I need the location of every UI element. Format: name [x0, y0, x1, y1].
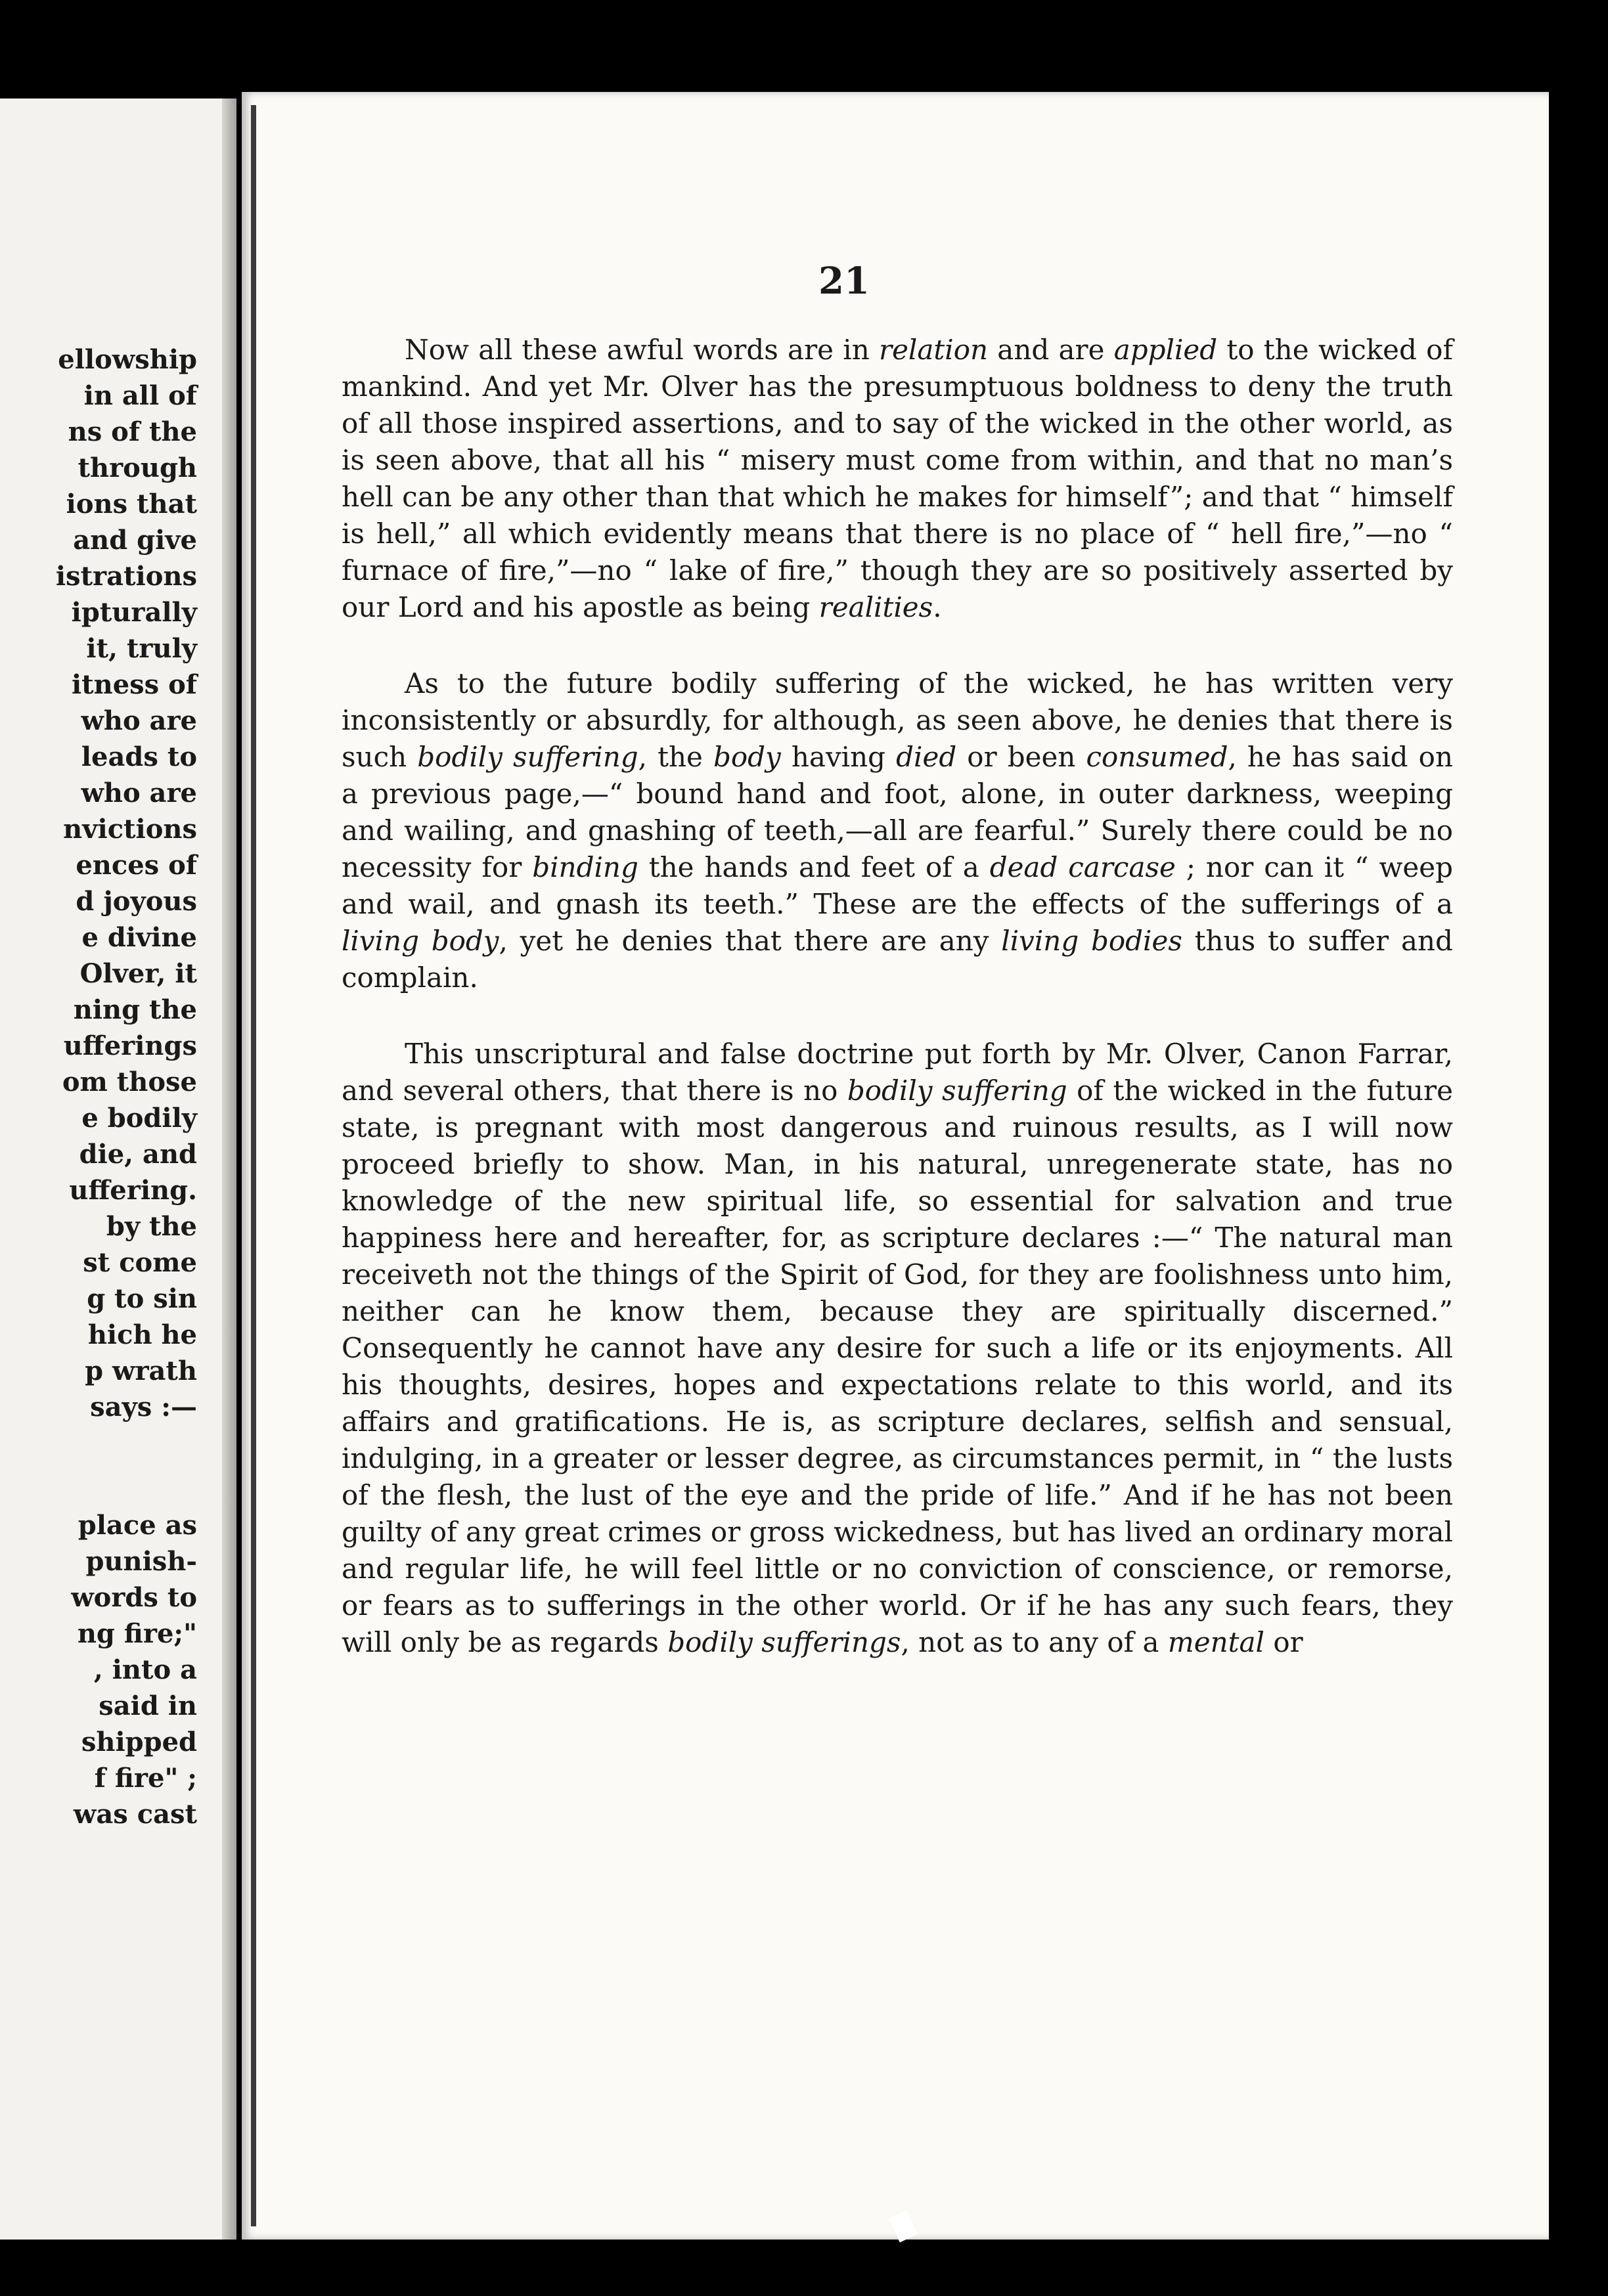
page-body	[342, 332, 1453, 1661]
paragraph-1: Now all these awful words are in relation and are applied to the wicked of mankind. And yet Mr. Olver has the presumptuous boldness to deny the truth of all those inspired assertions, and to say of the wicked in the other world, as is seen above, that all his “ misery must come from within, and that no man’s hell can be any other than that which he makes for himself”; and that “ himself is hell,” all which evidently means that there is no place of “ hell fire,”—no “ furnace of fire,”—no “ lake of fire,” though they are so positively asserted by our Lord and his apostle as being realities.	[342, 334, 1453, 623]
left-line: it, truly	[86, 633, 197, 664]
left-line: leads to	[81, 741, 197, 772]
left-line: said in	[99, 1690, 197, 1721]
left-line: ns of the	[68, 416, 197, 447]
left-page	[0, 99, 236, 2240]
left-line: om those	[62, 1067, 197, 1097]
left-line: in all of	[83, 380, 197, 411]
left-line: ng fire;"	[77, 1618, 197, 1649]
left-line: d joyous	[76, 886, 197, 917]
left-line: p wrath	[85, 1356, 197, 1386]
right-page	[242, 92, 1549, 2240]
left-line: punish-	[85, 1546, 197, 1577]
page-gutter-shadow	[222, 99, 236, 2240]
left-line: uffering.	[69, 1175, 197, 1206]
left-line: was cast	[73, 1799, 197, 1830]
left-line: says :—	[90, 1392, 197, 1423]
left-line: ences of	[76, 850, 197, 881]
left-line: ions that	[66, 489, 197, 519]
paragraph-2: As to the future bodily suffering of the wicked, he has written very inconsistently or absurdly, for although, as seen above, he denies that there is such bodily suffering, the body having died or been consumed, he has said on a previous page,—“ bound hand and foot, alone, in outer darkness, weeping and wailing, and gnashing of teeth,—all are fearful.” Surely there could be no necessity for binding the hands and feet of a dead carcase ; nor can it “ weep and wail, and gnash its teeth.” These are the effects of the sufferings of a living body, yet he denies that there are any living bodies thus to suffer and complain.	[342, 667, 1453, 994]
left-line: hich he	[87, 1319, 197, 1350]
left-line: nvictions	[63, 814, 197, 845]
left-line: shipped	[81, 1727, 197, 1757]
page-number: 21	[818, 259, 870, 303]
left-line: place as	[78, 1510, 197, 1541]
paragraph-3: This unscriptural and false doctrine put forth by Mr. Olver, Canon Farrar, and several others, that there is no bodily suffering of the wicked in the future state, is pregnant with most dangerous and ruinous results, as I will now proceed briefly to show. Man, in his natural, unregenerate state, has no knowledge of the new spiritual life, so essential for salvation and true happiness here and hereafter, for, as scripture declares :—“ The natural man receiveth not the things of the Spirit of God, for they are foolishness unto him, neither can he know them, because they are spiritually discerned.” Consequently he cannot have any desire for such a life or its enjoyments. All his thoughts, desires, hopes and expectations relate to this world, and its affairs and gratifications. He is, as scripture declares, selfish and sensual, indulging, in a greater or lesser degree, as circumstances permit, in “ the lusts of the flesh, the lust of the eye and the pride of life.” And if he has not been guilty of any great crimes or gross wickedness, but has lived an ordinary moral and regular life, he will feel little or no conviction of conscience, or remorse, or fears as to sufferings in the other world. Or if he has any such fears, they will only be as regards bodily sufferings, not as to any of a mental or	[342, 1038, 1453, 1658]
left-line: f fire" ;	[94, 1763, 197, 1794]
left-line: ufferings	[63, 1030, 197, 1061]
left-line: e bodily	[81, 1103, 197, 1134]
left-line: , into a	[93, 1654, 197, 1685]
left-line: by the	[106, 1211, 197, 1242]
left-page-text	[0, 342, 197, 1832]
left-line: words to	[71, 1582, 197, 1613]
left-line: itness of	[71, 669, 197, 700]
left-line: ipturally	[71, 597, 197, 628]
left-line: who are	[81, 705, 197, 736]
left-line: Olver, it	[79, 958, 197, 989]
page-binding-edge	[251, 105, 256, 2226]
left-line: istrations	[55, 561, 197, 592]
left-line: g to sin	[87, 1283, 197, 1314]
left-line: through	[78, 453, 197, 483]
left-line: and give	[73, 525, 197, 556]
left-line: die, and	[79, 1139, 197, 1170]
left-line: st come	[83, 1247, 197, 1278]
left-line: ellowship	[58, 344, 197, 375]
left-line: ning the	[73, 994, 197, 1025]
left-line: who are	[81, 778, 197, 808]
left-line: e divine	[81, 922, 197, 953]
